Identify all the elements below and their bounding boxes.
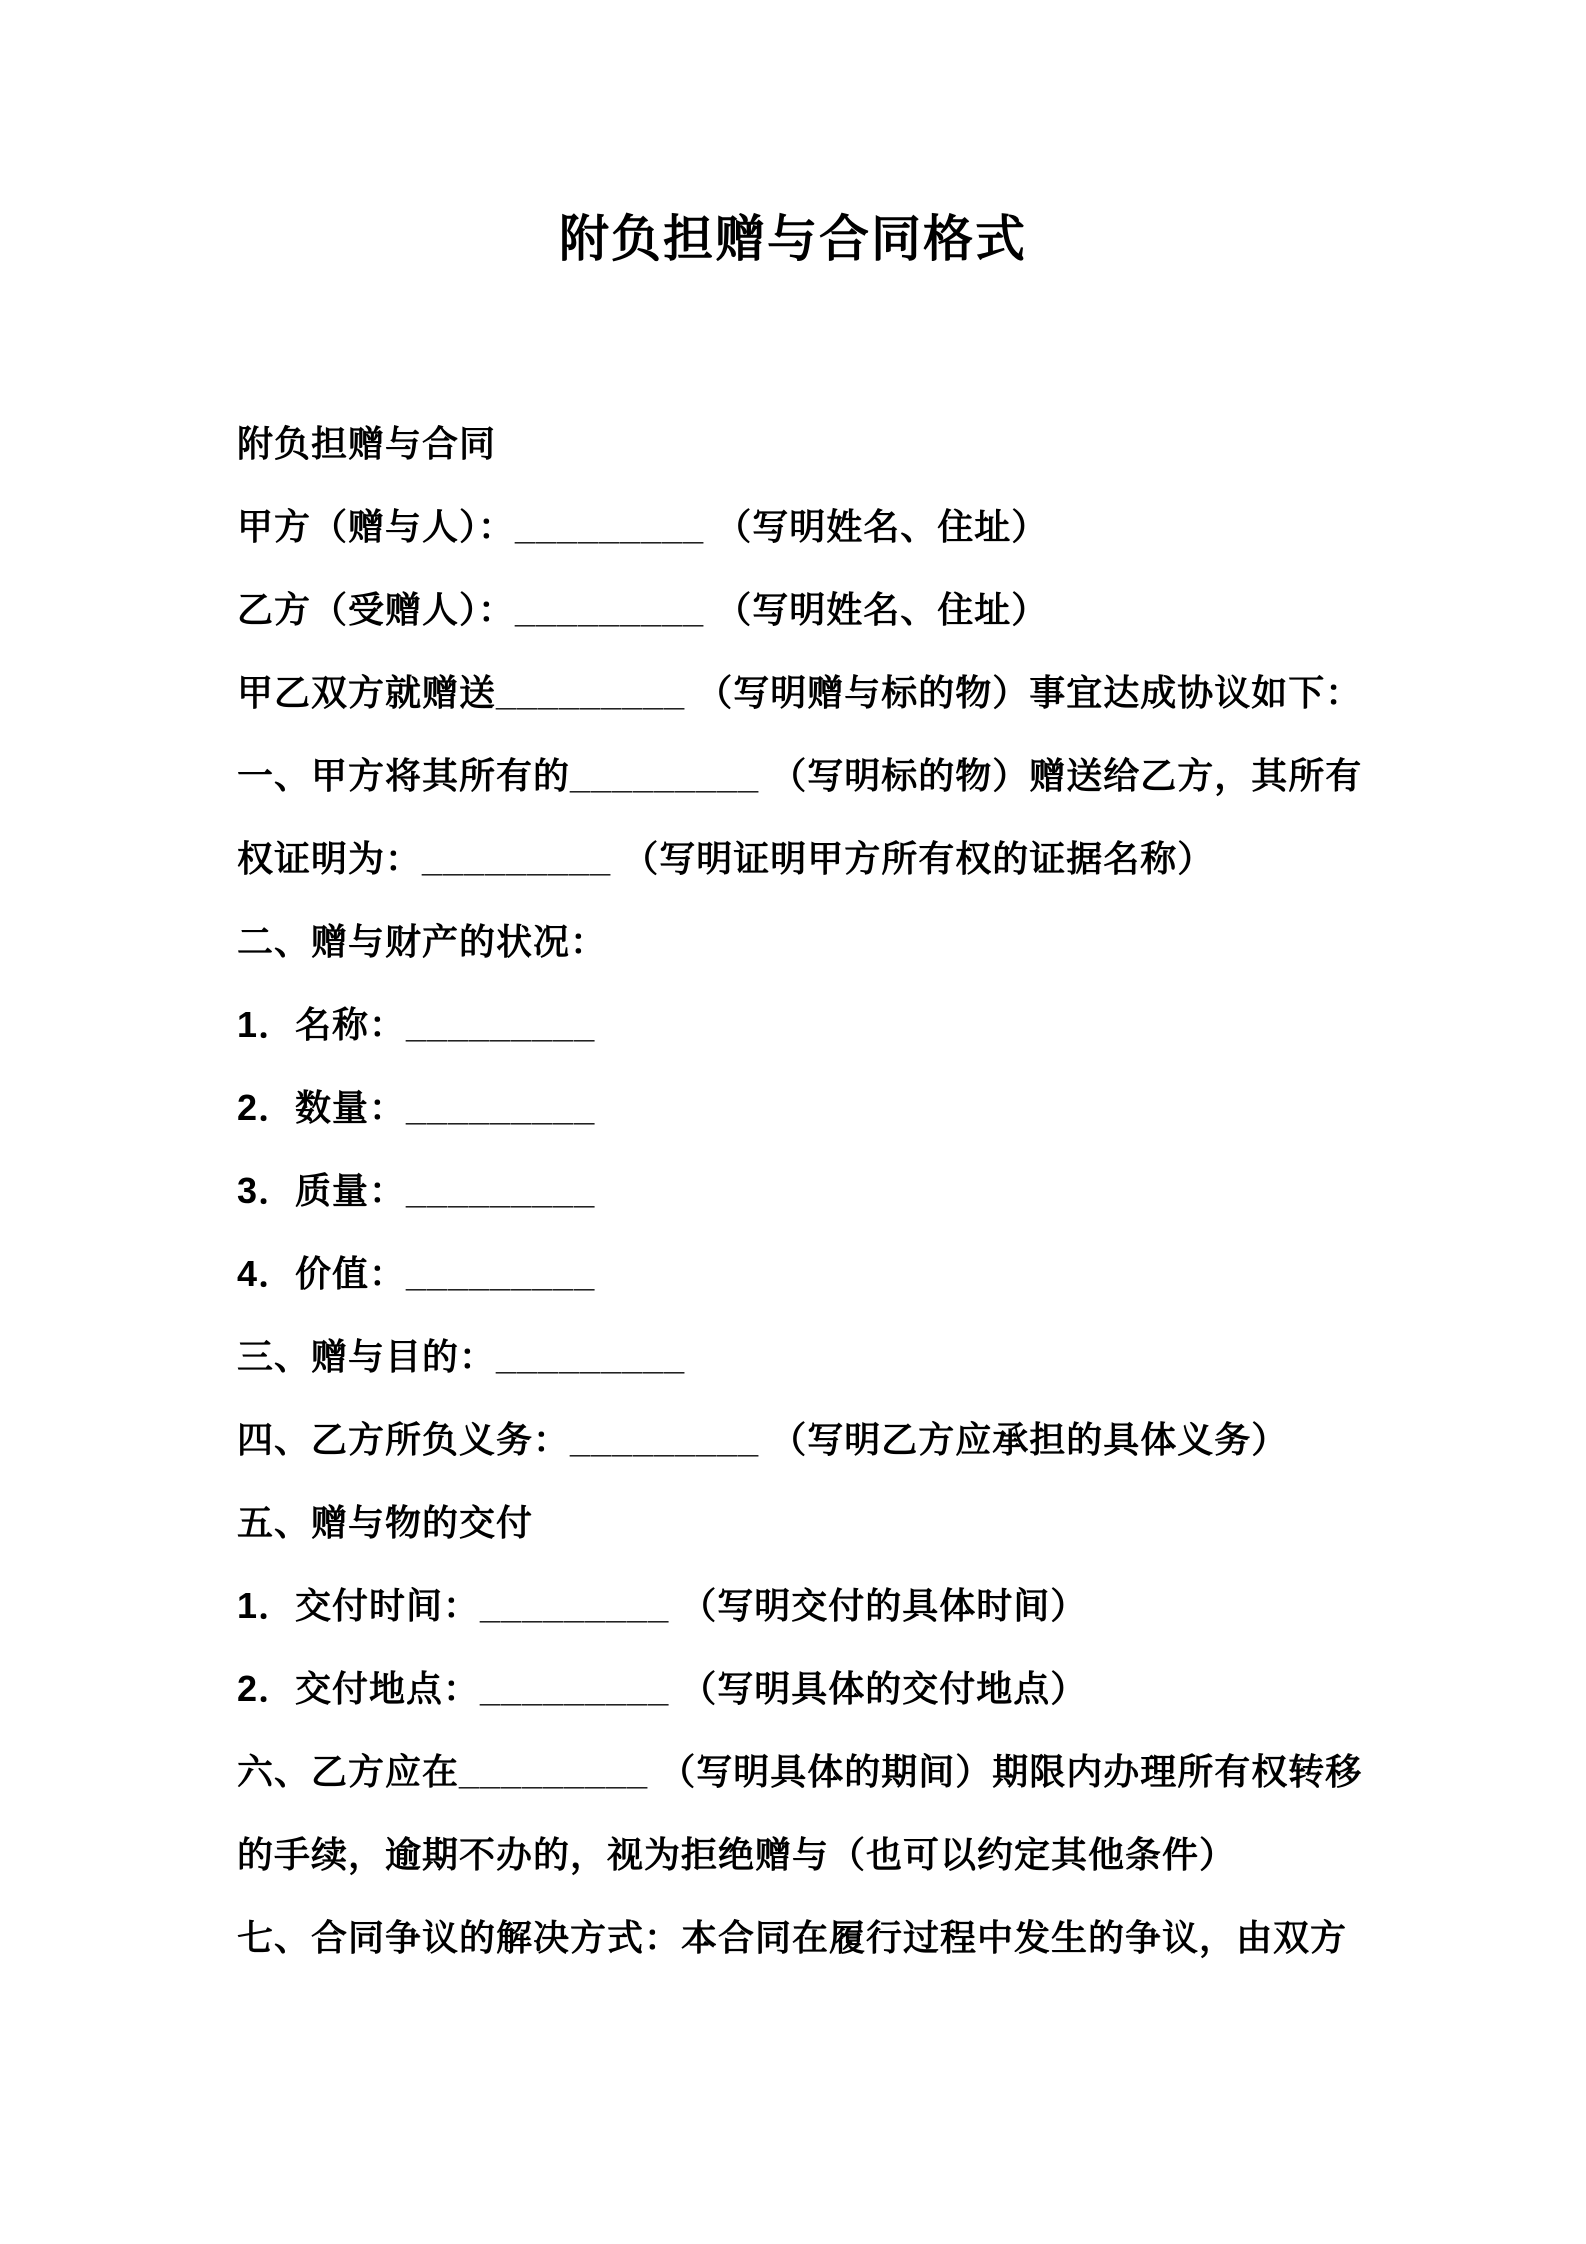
- document-line-clause-1: 一、甲方将其所有的_________ （写明标的物）赠送给乙方，其所有: [237, 755, 1363, 796]
- document-line-clause-2: 二、赠与财产的状况：: [237, 921, 608, 962]
- document-line-contract-name: 附负担赠与合同: [237, 423, 497, 464]
- document-line-clause-6: 六、乙方应在_________ （写明具体的期间）期限内办理所有权转移: [237, 1751, 1363, 1792]
- document-line-delivery-place: 2．交付地点：_________ （写明具体的交付地点）: [237, 1668, 1088, 1709]
- document-line-party-a: 甲方（赠与人）：_________ （写明姓名、住址）: [237, 506, 1049, 547]
- document-line-item-quality: 3．质量：_________: [237, 1170, 596, 1211]
- document-line-party-b: 乙方（受赠人）：_________ （写明姓名、住址）: [237, 589, 1049, 630]
- document-body: [237, 402, 1367, 1979]
- document-line-clause-3: 三、赠与目的：_________: [237, 1336, 686, 1377]
- document-line-item-quantity: 2．数量：_________: [237, 1087, 596, 1128]
- document-line-clause-5: 五、赠与物的交付: [237, 1502, 534, 1543]
- document-line-clause-1-cont: 权证明为：_________ （写明证明甲方所有权的证据名称）: [237, 838, 1215, 879]
- document-line-clause-4: 四、乙方所负义务：_________ （写明乙方应承担的具体义务）: [237, 1419, 1289, 1460]
- document-line-delivery-time: 1．交付时间：_________ （写明交付的具体时间）: [237, 1585, 1088, 1626]
- document-line-clause-6-cont: 的手续，逾期不办的，视为拒绝赠与（也可以约定其他条件）: [237, 1834, 1237, 1875]
- document-title: 附负担赠与合同格式: [559, 211, 1027, 267]
- document-line-agreement-intro: 甲乙双方就赠送_________ （写明赠与标的物）事宜达成协议如下：: [237, 672, 1363, 713]
- document-line-item-name: 1．名称：_________: [237, 1004, 596, 1045]
- document-line-clause-7: 七、合同争议的解决方式：本合同在履行过程中发生的争议，由双方: [237, 1917, 1348, 1958]
- document-line-item-value: 4．价值：_________: [237, 1253, 596, 1294]
